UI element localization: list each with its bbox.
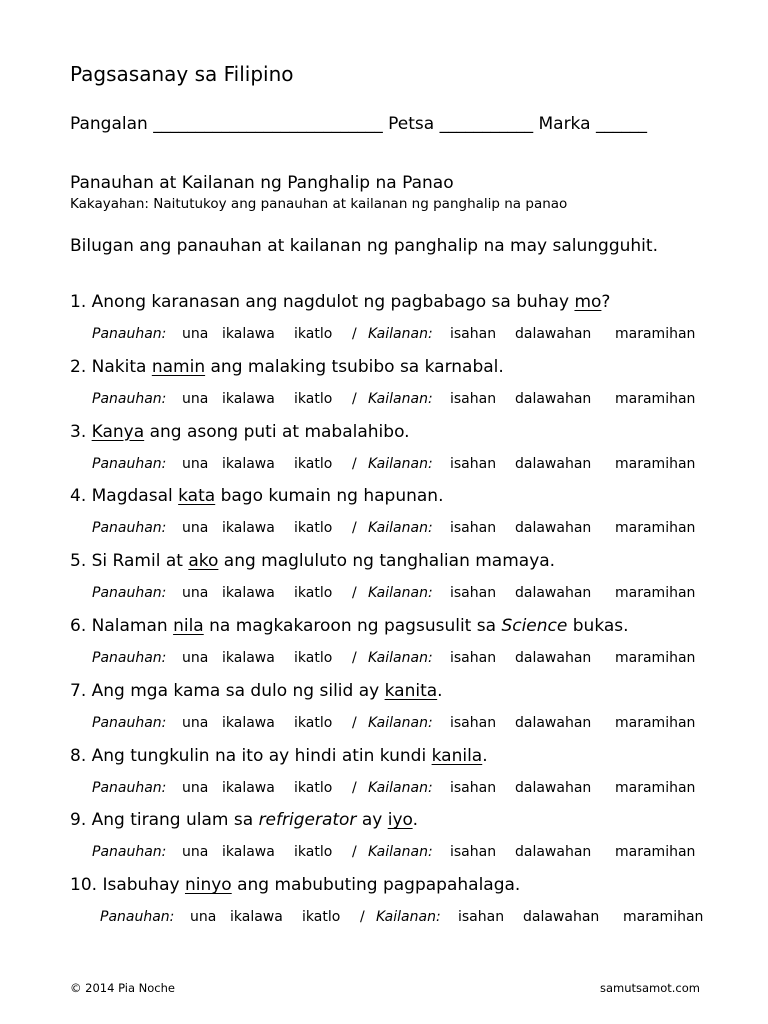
underlined-pronoun: namin — [151, 356, 206, 377]
kailanan-choice: isahan — [450, 585, 497, 602]
kailanan-label: Kailanan: — [368, 714, 433, 731]
panauhan-choice: ikalawa — [222, 844, 275, 861]
underlined-pronoun: kanita — [384, 680, 438, 701]
option-separator: / — [352, 844, 357, 861]
question-text: bukas. — [567, 616, 629, 636]
underlined-pronoun: Kanya — [91, 421, 145, 442]
panauhan-choice: ikalawa — [222, 650, 275, 666]
question-item — [70, 616, 629, 636]
kailanan-choice: isahan — [450, 779, 497, 796]
question-number: 8. — [70, 745, 87, 766]
question-text: . — [482, 745, 488, 766]
question-text: Ang tungkulin na ito ay hindi atin kundi — [91, 745, 432, 766]
panauhan-choice: ikatlo — [294, 650, 333, 666]
option-separator: / — [352, 585, 357, 602]
panauhan-choice: ikatlo — [294, 326, 333, 342]
panauhan-choice: una — [182, 714, 209, 731]
kailanan-choice: maramihan — [615, 714, 696, 731]
answer-options — [92, 844, 695, 860]
kailanan-choice: dalawahan — [515, 326, 592, 342]
kailanan-label: Kailanan: — [368, 779, 433, 796]
underlined-pronoun: kata — [178, 486, 216, 507]
panauhan-label: Panauhan: — [92, 390, 167, 407]
question-text: Si Ramil at — [91, 551, 189, 572]
kailanan-label: Kailanan: — [368, 455, 433, 472]
question-text: bago kumain ng hapunan. — [215, 486, 444, 507]
worksheet-title: Pagsasanay sa Filipino — [70, 62, 294, 86]
kailanan-choice: maramihan — [615, 455, 696, 472]
kailanan-choice: dalawahan — [515, 390, 592, 407]
option-separator: / — [352, 779, 357, 796]
option-separator: / — [360, 909, 365, 926]
question-text: Anong karanasan ang nagdulot ng pagbabago sa buhay — [91, 292, 575, 312]
answer-options — [92, 585, 695, 601]
panauhan-choice: ikalawa — [222, 714, 275, 731]
option-separator: / — [352, 390, 357, 407]
question-number: 2. — [70, 356, 87, 377]
underlined-pronoun: kanila — [431, 745, 483, 766]
question-item — [70, 357, 504, 377]
question-text: ang magluluto ng tanghalian mamaya. — [218, 551, 556, 572]
kailanan-label: Kailanan: — [368, 585, 433, 602]
kailanan-label: Kailanan: — [368, 390, 433, 407]
question-number: 7. — [70, 680, 87, 701]
question-text: ay — [356, 810, 388, 831]
question-text: Isabuhay — [102, 875, 185, 896]
question-item — [70, 810, 418, 830]
question-text: . — [437, 680, 443, 701]
question-item — [70, 486, 443, 506]
answer-options — [100, 909, 703, 925]
date-label: Petsa — [388, 114, 435, 134]
date-blank: ___________ — [439, 114, 534, 134]
question-text: ang malaking tsubibo sa karnabal. — [205, 356, 504, 377]
kailanan-choice: maramihan — [615, 326, 696, 342]
panauhan-choice: ikalawa — [222, 326, 275, 342]
kailanan-choice: isahan — [450, 844, 497, 861]
score-label: Marka — [538, 114, 591, 134]
question-item — [70, 292, 610, 312]
panauhan-choice: ikalawa — [222, 520, 275, 537]
question-item — [70, 422, 410, 442]
question-text: Nalaman — [91, 616, 174, 636]
underlined-pronoun: ako — [188, 551, 219, 572]
panauhan-choice: una — [182, 326, 209, 342]
panauhan-choice: ikalawa — [222, 585, 275, 602]
underlined-pronoun: nila — [173, 616, 204, 636]
section-title: Panauhan at Kailanan ng Panghalip na Panao — [70, 173, 454, 193]
option-separator: / — [352, 455, 357, 472]
panauhan-choice: ikalawa — [222, 779, 275, 796]
panauhan-choice: ikatlo — [294, 714, 333, 731]
question-item — [70, 551, 555, 571]
question-text: Ang tirang ulam sa — [91, 810, 259, 831]
kailanan-choice: maramihan — [615, 844, 696, 861]
kailanan-label: Kailanan: — [368, 326, 433, 342]
panauhan-choice: ikalawa — [222, 390, 275, 407]
panauhan-choice: ikalawa — [230, 909, 283, 926]
question-item — [70, 681, 443, 701]
question-number: 10. — [70, 875, 98, 896]
answer-options — [92, 456, 695, 472]
option-separator: / — [352, 520, 357, 537]
panauhan-choice: una — [182, 585, 209, 602]
name-blank: ___________________________ — [153, 114, 383, 134]
kailanan-choice: isahan — [450, 714, 497, 731]
kailanan-choice: dalawahan — [515, 520, 592, 537]
panauhan-label: Panauhan: — [92, 326, 167, 342]
question-text: . — [412, 810, 419, 831]
kailanan-label: Kailanan: — [368, 520, 433, 537]
instruction: Bilugan ang panauhan at kailanan ng panghalip na may salungguhit. — [70, 236, 658, 256]
question-text: ang mabubuting pagpapahalaga. — [231, 875, 521, 896]
question-text: Nakita — [91, 356, 152, 377]
panauhan-label: Panauhan: — [92, 779, 167, 796]
kailanan-choice: isahan — [450, 326, 497, 342]
kailanan-label: Kailanan: — [376, 909, 441, 926]
panauhan-choice: una — [182, 520, 209, 537]
question-number: 4. — [70, 486, 87, 507]
question-number: 9. — [70, 810, 87, 831]
kailanan-choice: maramihan — [615, 585, 696, 602]
underlined-pronoun: iyo — [387, 810, 413, 831]
question-text: ? — [601, 292, 611, 312]
kailanan-choice: isahan — [458, 909, 505, 926]
panauhan-label: Panauhan: — [100, 909, 175, 926]
kailanan-choice: maramihan — [615, 650, 696, 666]
panauhan-choice: ikatlo — [294, 585, 333, 602]
kailanan-choice: maramihan — [615, 390, 696, 407]
panauhan-choice: ikalawa — [222, 455, 275, 472]
panauhan-label: Panauhan: — [92, 455, 167, 472]
underlined-pronoun: mo — [574, 292, 602, 312]
panauhan-choice: una — [190, 909, 217, 926]
panauhan-choice: una — [182, 650, 209, 666]
panauhan-choice: ikatlo — [294, 844, 333, 861]
kailanan-choice: dalawahan — [515, 650, 592, 666]
answer-options — [92, 715, 695, 731]
panauhan-choice: ikatlo — [302, 909, 341, 926]
panauhan-choice: ikatlo — [294, 779, 333, 796]
panauhan-label: Panauhan: — [92, 650, 167, 666]
kailanan-label: Kailanan: — [368, 844, 433, 861]
kailanan-choice: dalawahan — [515, 779, 592, 796]
panauhan-label: Panauhan: — [92, 714, 167, 731]
panauhan-choice: una — [182, 455, 209, 472]
panauhan-choice: una — [182, 390, 209, 407]
question-text: na magkakaroon ng pagsusulit sa — [203, 616, 502, 636]
answer-options — [92, 520, 695, 536]
answer-options — [92, 391, 695, 407]
question-number: 5. — [70, 551, 87, 572]
site-url: samutsamot.com — [599, 981, 700, 995]
question-number: 1. — [70, 292, 87, 312]
panauhan-label: Panauhan: — [92, 585, 167, 602]
skill-description: Kakayahan: Naitutukoy ang panauhan at kailanan ng panghalip na panao — [70, 196, 568, 212]
kailanan-choice: isahan — [450, 455, 497, 472]
answer-options — [92, 326, 695, 342]
question-item — [70, 875, 520, 895]
underlined-pronoun: ninyo — [184, 875, 232, 896]
option-separator: / — [352, 714, 357, 731]
kailanan-choice: dalawahan — [515, 714, 592, 731]
panauhan-choice: ikatlo — [294, 390, 333, 407]
kailanan-choice: isahan — [450, 390, 497, 407]
score-blank: ______ — [595, 114, 647, 134]
question-item — [70, 746, 488, 766]
answer-options — [92, 650, 695, 666]
kailanan-choice: maramihan — [623, 909, 704, 926]
panauhan-choice: ikatlo — [294, 520, 333, 537]
option-separator: / — [352, 650, 357, 666]
panauhan-choice: una — [182, 779, 209, 796]
kailanan-choice: isahan — [450, 520, 497, 537]
question-text: ang asong puti at mabalahibo. — [144, 421, 410, 442]
question-text: Magdasal — [91, 486, 179, 507]
question-number: 6. — [70, 616, 87, 636]
kailanan-label: Kailanan: — [368, 650, 433, 666]
question-number: 3. — [70, 421, 87, 442]
panauhan-choice: una — [182, 844, 209, 861]
kailanan-choice: dalawahan — [515, 844, 592, 861]
panauhan-label: Panauhan: — [92, 844, 167, 861]
kailanan-choice: dalawahan — [523, 909, 600, 926]
kailanan-choice: dalawahan — [515, 585, 592, 602]
question-text: Ang mga kama sa dulo ng silid ay — [91, 680, 385, 701]
panauhan-choice: ikatlo — [294, 455, 333, 472]
kailanan-choice: maramihan — [615, 520, 696, 537]
name-label: Pangalan — [70, 114, 148, 134]
copyright: © 2014 Pia Noche — [70, 981, 175, 995]
answer-options — [92, 780, 695, 796]
option-separator: / — [352, 326, 357, 342]
kailanan-choice: isahan — [450, 650, 497, 666]
panauhan-label: Panauhan: — [92, 520, 167, 537]
kailanan-choice: dalawahan — [515, 455, 592, 472]
student-info-fields — [70, 114, 647, 134]
kailanan-choice: maramihan — [615, 779, 696, 796]
question-text: refrigerator — [258, 810, 357, 831]
question-text: Science — [501, 616, 568, 636]
